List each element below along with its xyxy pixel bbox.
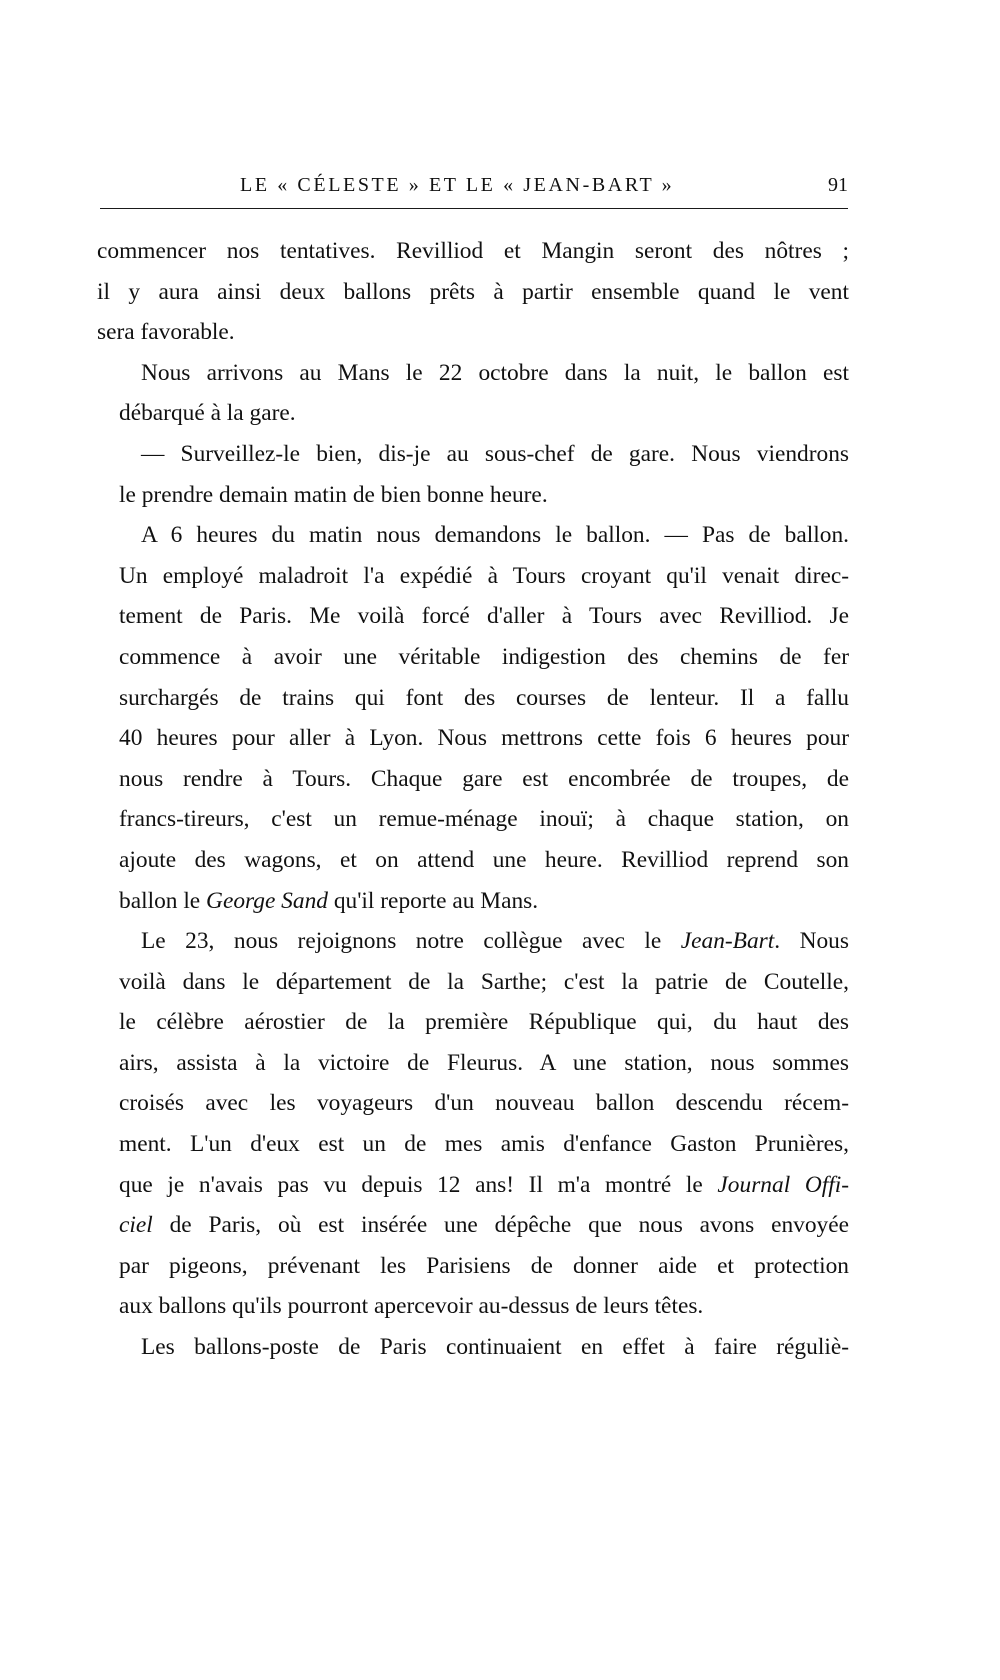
text-line: ajoute des wagons, et on attend une heure. Revilliod reprend son — [119, 846, 849, 873]
text-fragment: . Nous — [774, 928, 849, 955]
text-fragment: ballon le — [119, 887, 207, 914]
page-number: 91 — [828, 174, 848, 196]
italic-title-george-sand: George Sand — [206, 887, 328, 914]
text-line: voilà dans le département de la Sarthe; c'est la patrie de Coutelle, — [119, 968, 849, 995]
text-line: surchargés de trains qui font des courses de lenteur. Il a fallu — [119, 684, 849, 711]
text-line: tement de Paris. Me voilà forcé d'aller à Tours avec Revilliod. Je — [119, 603, 849, 630]
text-line: Les ballons-poste de Paris continuaient en effet à faire réguliè- — [141, 1334, 849, 1361]
text-line: croisés avec les voyageurs d'un nouveau ballon descendu récem- — [119, 1090, 849, 1117]
paragraph — [97, 1327, 849, 1368]
text-fragment: qu'il reporte au Mans. — [327, 887, 539, 914]
text-line: débarqué à la gare. — [119, 400, 296, 427]
text-line — [97, 1205, 849, 1246]
text-line: Un employé maladroit l'a expédié à Tours croyant qu'il venait direc- — [119, 562, 849, 589]
text-line: nous rendre à Tours. Chaque gare est encombrée de troupes, de — [119, 765, 849, 792]
running-header — [100, 168, 848, 209]
text-line: commence à avoir une véritable indigestion des chemins de fer — [119, 643, 849, 670]
text-line — [97, 881, 849, 922]
text-line: par pigeons, prévenant les Parisiens de donner aide et protection — [119, 1252, 849, 1279]
paragraph — [97, 353, 849, 434]
paragraph — [97, 515, 849, 921]
body-text — [97, 231, 849, 1368]
text-line: A 6 heures du matin nous demandons le ballon. — Pas de ballon. — [141, 522, 849, 549]
text-line: 40 heures pour aller à Lyon. Nous mettrons cette fois 6 heures pour — [119, 725, 849, 752]
text-fragment: Le 23, nous rejoignons notre collègue avec le — [141, 928, 681, 955]
text-line: commencer nos tentatives. Revilliod et Mangin seront des nôtres ; — [97, 238, 849, 264]
italic-title-jean-bart: Jean-Bart — [680, 928, 775, 955]
text-fragment: de Paris, où est insérée une dépêche que nous avons envoyée — [152, 1212, 849, 1239]
paragraph — [97, 921, 849, 1327]
text-line — [97, 1165, 849, 1206]
italic-title-journal-officiel-end: ciel — [119, 1212, 153, 1239]
text-line: ment. L'un d'eux est un de mes amis d'enfance Gaston Prunières, — [119, 1131, 849, 1158]
text-line: il y aura ainsi deux ballons prêts à partir ensemble quand le vent — [97, 278, 849, 305]
running-title: LE « CÉLESTE » ET LE « JEAN-BART » — [240, 174, 675, 196]
text-line: Nous arrivons au Mans le 22 octobre dans la nuit, le ballon est — [141, 359, 849, 386]
text-line: airs, assista à la victoire de Fleurus. A une station, nous sommes — [119, 1049, 849, 1076]
text-line: sera favorable. — [97, 319, 235, 346]
text-fragment: que je n'avais pas vu depuis 12 ans! Il m'a montré le — [119, 1171, 718, 1198]
paragraph — [97, 434, 849, 515]
text-line — [97, 921, 849, 962]
text-line: aux ballons qu'ils pourront apercevoir au-dessus de leurs têtes. — [119, 1293, 704, 1320]
text-line: le célèbre aérostier de la première République qui, du haut des — [119, 1009, 849, 1036]
text-line: le prendre demain matin de bien bonne heure. — [119, 481, 548, 508]
text-line: — Surveillez-le bien, dis-je au sous-chef de gare. Nous viendrons — [141, 440, 849, 467]
paragraph — [97, 231, 849, 353]
italic-title-journal-officiel: Journal Offi- — [717, 1171, 849, 1198]
text-line: francs-tireurs, c'est un remue-ménage inouï; à chaque station, on — [119, 806, 849, 833]
